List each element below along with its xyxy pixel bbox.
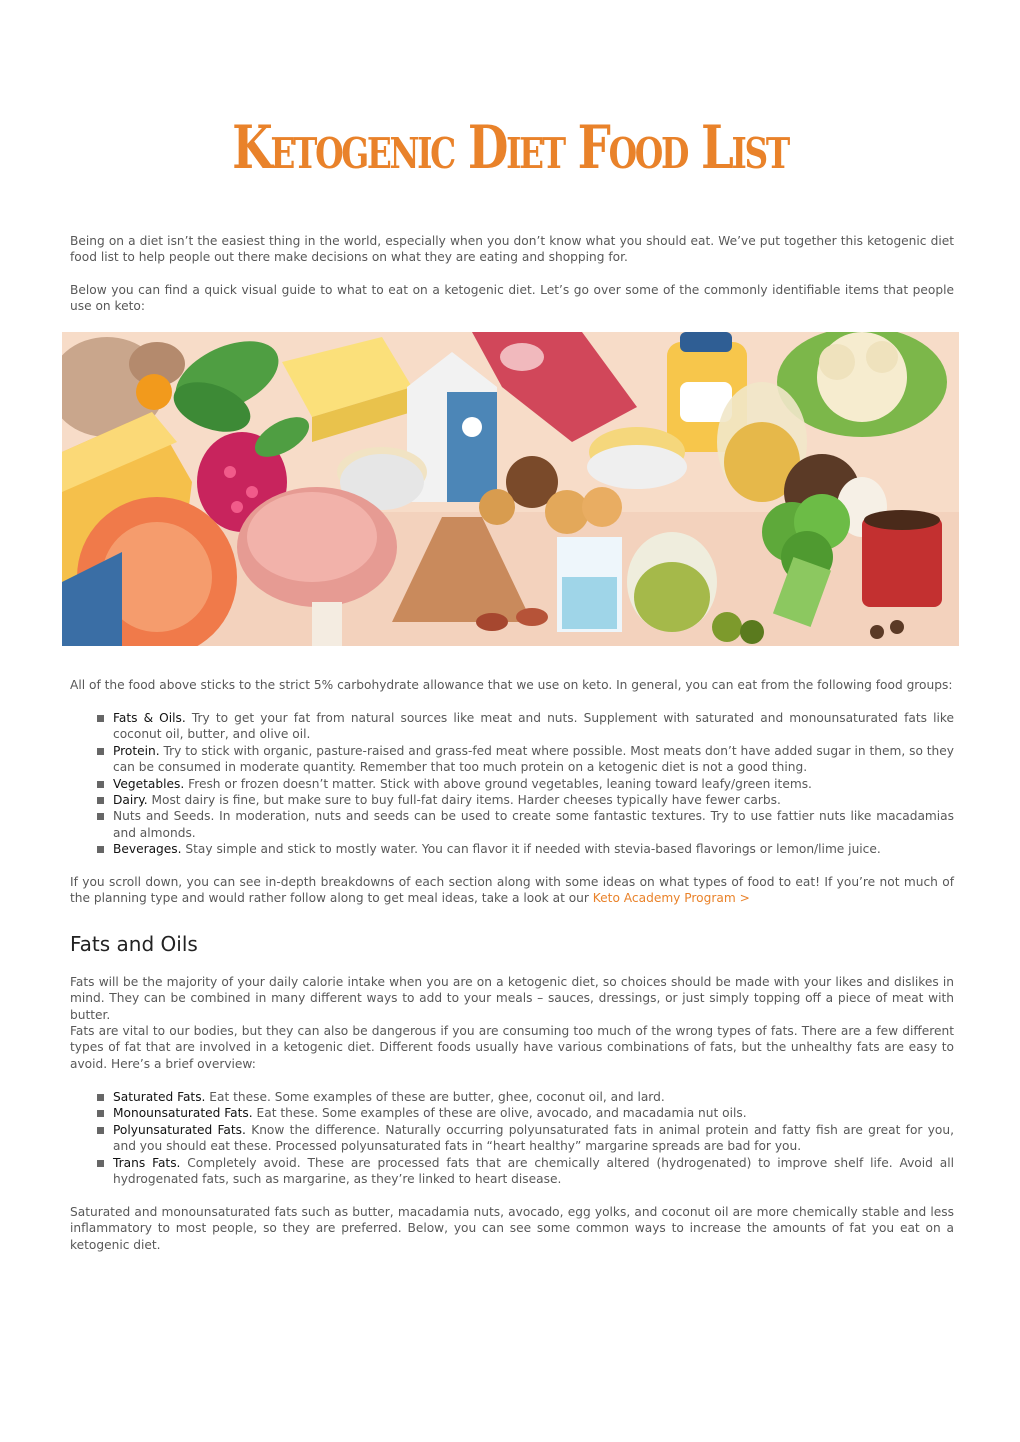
list-item: Trans Fats. Completely avoid. These are processed fats that are chemically altered (hydrogenated) to improve shelf life. Avoid all hydrogenated fats, such as margarine, as they’re linked to heart disease. [70,1155,954,1188]
list-item: Dairy. Most dairy is fine, but make sure to buy full-fat dairy items. Harder cheeses typically have fewer carbs. [70,792,954,808]
section-heading-fats: Fats and Oils [70,932,198,956]
list-item: Fats & Oils. Try to get your fat from natural sources like meat and nuts. Supplement with saturated and monounsaturated fats like coconut oil, butter, and olive oil. [70,710,954,743]
list-item: Saturated Fats. Eat these. Some examples of these are butter, ghee, coconut oil, and lard. [70,1089,954,1105]
bullet-icon [97,781,104,788]
bullet-icon [97,1127,104,1134]
food-groups-list [70,710,954,858]
list-item: Monounsaturated Fats. Eat these. Some examples of these are olive, avocado, and macadamia nut oils. [70,1105,954,1121]
list-item: Nuts and Seeds. In moderation, nuts and seeds can be used to create some fantastic textures. Try to use fattier nuts like macadamias and almonds. [70,808,954,841]
bullet-icon [97,813,104,820]
fat-types-list [70,1089,954,1187]
fats-paragraph-2: Fats are vital to our bodies, but they can also be dangerous if you are consuming too much of the wrong types of fats. There are a few different types of fat that are involved in a ketogenic diet. Different foods usually have various combinations of fats, but the unhealthy fats are easy to avoid. Here’s a brief overview: [70,1024,954,1071]
list-item: Vegetables. Fresh or frozen doesn’t matter. Stick with above ground vegetables, leaning toward leafy/green items. [70,776,954,792]
list-item: Polyunsaturated Fats. Know the difference. Naturally occurring polyunsaturated fats in animal protein and fatty fish are great for you, and you should eat these. Processed polyunsaturated fats in “heart healthy” margarine spreads are bad for you. [70,1122,954,1155]
fats-paragraph-3: Saturated and monounsaturated fats such as butter, macadamia nuts, avocado, egg yolks, and coconut oil are more chemically stable and less inflammatory to most people, so they are preferred. Below, you can see some common ways to increase the amounts of fat you eat on a ketogenic diet. [70,1205,954,1252]
bullet-icon [97,1094,104,1101]
bullet-icon [97,1160,104,1167]
page-title: Ketogenic Diet Food List [232,113,788,183]
fats-paragraph-1: Fats will be the majority of your daily calorie intake when you are on a ketogenic diet, so choices should be made with your likes and dislikes in mind. They can be combined in many different ways to add to your meals – sauces, dressings, or just simply topping off a piece of meat with butter. [70,975,954,1022]
list-item: Beverages. Stay simple and stick to mostly water. You can flavor it if needed with stevia-based flavorings or lemon/lime juice. [70,841,954,857]
bullet-icon [97,797,104,804]
keto-academy-link[interactable]: Keto Academy Program > [592,891,750,906]
after-image-paragraph: All of the food above sticks to the strict 5% carbohydrate allowance that we use on keto. In general, you can eat from the following food groups: [70,678,953,692]
bullet-icon [97,846,104,853]
bullet-icon [97,715,104,722]
bullet-icon [97,1110,104,1117]
intro-paragraph-2: Below you can find a quick visual guide to what to eat on a ketogenic diet. Let’s go over some of the commonly identifiable items that people use on keto: [70,283,954,314]
keto-foods-illustration [62,332,959,646]
bullet-icon [97,748,104,755]
intro-paragraph-1: Being on a diet isn’t the easiest thing in the world, especially when you don’t know what you should eat. We’ve put together this ketogenic diet food list to help people out there make decisions on what they are eating and shopping for. [70,234,954,265]
scroll-paragraph: If you scroll down, you can see in-depth breakdowns of each section along with some ideas on what types of food to eat! If you’re not much of the planning type and would rather follow along to get meal ideas, take a look at our Keto Academy Program > [70,875,954,906]
list-item: Protein. Try to stick with organic, pasture-raised and grass-fed meat where possible. Most meats don’t have added sugar in them, so they can be consumed in moderate quantity. Remember that too much protein on a ketogenic diet is not a good thing. [70,743,954,776]
